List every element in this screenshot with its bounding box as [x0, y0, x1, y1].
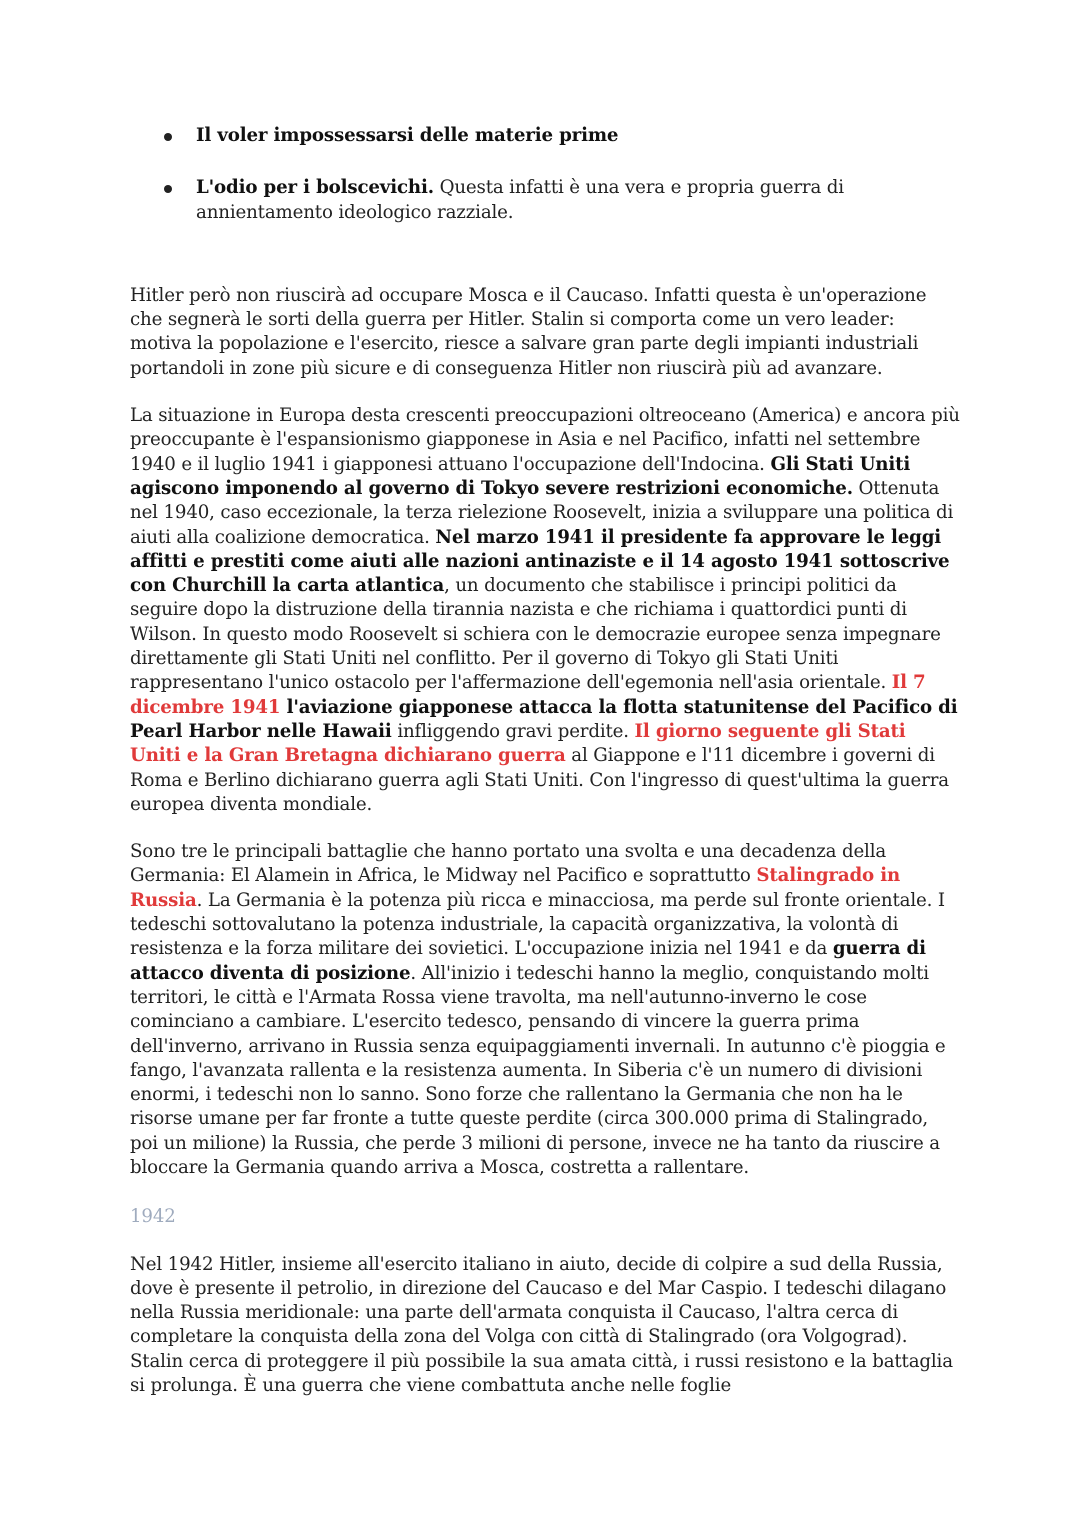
bullet-bold-text: Il voler impossessarsi delle materie prime: [196, 125, 619, 146]
highlight-red-text: Il 7 dicembre 1941: [130, 672, 926, 718]
paragraph-hitler-moscow: Hitler però non riuscirà ad occupare Mosca e il Caucaso. Infatti questa è un'operazione che segnerà le sorti della guerra per Hitler. Stalin si comporta come un vero leader: motiva la popolazione e l'esercito, riesce a salvare gran parte degli impianti industriali portandoli in zone più sicure e di conseguenza Hitler non riuscirà più ad avanzare.: [130, 284, 927, 379]
year-heading: 1942: [130, 1206, 176, 1228]
text-run: , un documento che stabilisce i principi politici da seguire dopo la distruzione della tirannia nazista e che richiama i quattordici punti di Wilson. In questo modo Roosevelt si schiera con le democrazie europee senza impegnare direttamente gli Stati Uniti nel conflitto. Per il governo di Tokyo gli Stati Uniti rappresentano l'unico ostacolo per l'affermazione dell'egemonia nell'asia orientale.: [130, 575, 941, 694]
bullet-dot-icon: [164, 185, 172, 193]
highlight-red-text: Il giorno seguente gli Stati Uniti e la Gran Bretagna dichiarano guerra: [130, 720, 906, 767]
text-run: La situazione in Europa desta crescenti preoccupazioni oltreoceano (America) e ancora più preoccupante è l'espansionismo giapponese in Asia e nel Pacifico, infatti nel settembre 1940 e il luglio 1941 i giapponesi attuano l'occupazione dell'Indocina.: [130, 405, 960, 475]
text-run: . La Germania è la potenza più ricca e minacciosa, ma perde sul fronte orientale. I tedeschi sottovalutano la potenza industriale, la capacità organizzativa, la volontà di resistenza e la forza militare dei sovietici. L'occupazione inizia nel 1941 e da: [130, 889, 945, 960]
text-run: Sono tre le principali battaglie che hanno portato una svolta e una decadenza della Germania: El Alamein in Africa, le Midway nel Pacifico e soprattutto: [130, 841, 887, 887]
text-run: infliggendo gravi perdite.: [391, 720, 635, 742]
bold-text-run: Gli Stati Uniti agiscono imponendo al governo di Tokyo severe restrizioni economiche.: [130, 453, 911, 499]
bullet-text: Questa infatti è una vera e propria guerra di annientamento ideologico razziale.: [196, 177, 844, 223]
text-run: al Giappone e l'11 dicembre i governi di Roma e Berlino dichiarano guerra agli Stati Uniti. Con l'ingresso di quest'ultima la guerra europea diventa mondiale.: [130, 745, 949, 815]
bold-text-run: guerra di attacco diventa di posizione: [130, 938, 926, 984]
paragraph-1942: Nel 1942 Hitler, insieme all'esercito italiano in aiuto, decide di colpire a sud della Russia, dove è presente il petrolio, in direzione del Caucaso e del Mar Caspio. I tedeschi dilagano nella Russia meridionale: una parte dell'armata conquista il Caucaso, l'altra cerca di completare la conquista della zona del Volga con città di Stalingrado (ora Volgograd). Stalin cerca di proteggere il più possibile la sua amata città, i russi resistono e la battaglia si prolunga. È una guerra che viene combattuta anche nelle foglie: [130, 1253, 953, 1397]
highlight-red-text: Stalingrado in Russia: [130, 865, 901, 911]
bold-text-run: Nel marzo 1941 il presidente fa approvare le leggi affitti e prestiti come aiuti alle nazioni antinaziste e il 14 agosto 1941 sottoscrive con Churchill la carta atlantica: [130, 526, 950, 597]
bold-text-run: l'aviazione giapponese attacca la flotta statunitense del Pacifico di Pearl Harbor nelle Hawaii: [130, 696, 958, 742]
paragraph-usa-japan: [130, 404, 960, 817]
list-item: [130, 124, 960, 148]
paragraph-battles: [130, 840, 960, 1180]
text-run: . All'inizio i tedeschi hanno la meglio, conquistando molti territori, le città e l'Armata Rossa viene travolta, ma nell'autunno-inverno le cose cominciano a cambiare. L'esercito tedesco, pensando di vincere la guerra prima dell'inverno, arrivano in Russia senza equipaggiamenti invernali. In autunno c'è pioggia e fango, l'avanzata rallenta e la resistenza aumenta. In Siberia c'è un numero di divisioni enormi, i tedeschi non lo sanno. Sono forze che rallentano la Germania che non ha le risorse umane per far fronte a tutte queste perdite (circa 300.000 prima di Stalingrado, poi un milione) la Russia, che perde 3 milioni di persone, invece ne ha tanto da riuscire a bloccare la Germania quando arriva a Mosca, costretta a rallentare.: [130, 962, 946, 1178]
bullet-bold-text: L'odio per i bolscevichi.: [196, 177, 434, 199]
bullet-list: [130, 124, 960, 225]
list-item: [130, 176, 960, 225]
document-page: [130, 124, 960, 1398]
text-run: Ottenuta nel 1940, caso eccezionale, la terza rielezione Roosevelt, inizia a sviluppare una politica di aiuti alla coalizione democratica.: [130, 477, 954, 548]
bullet-dot-icon: [164, 133, 172, 141]
